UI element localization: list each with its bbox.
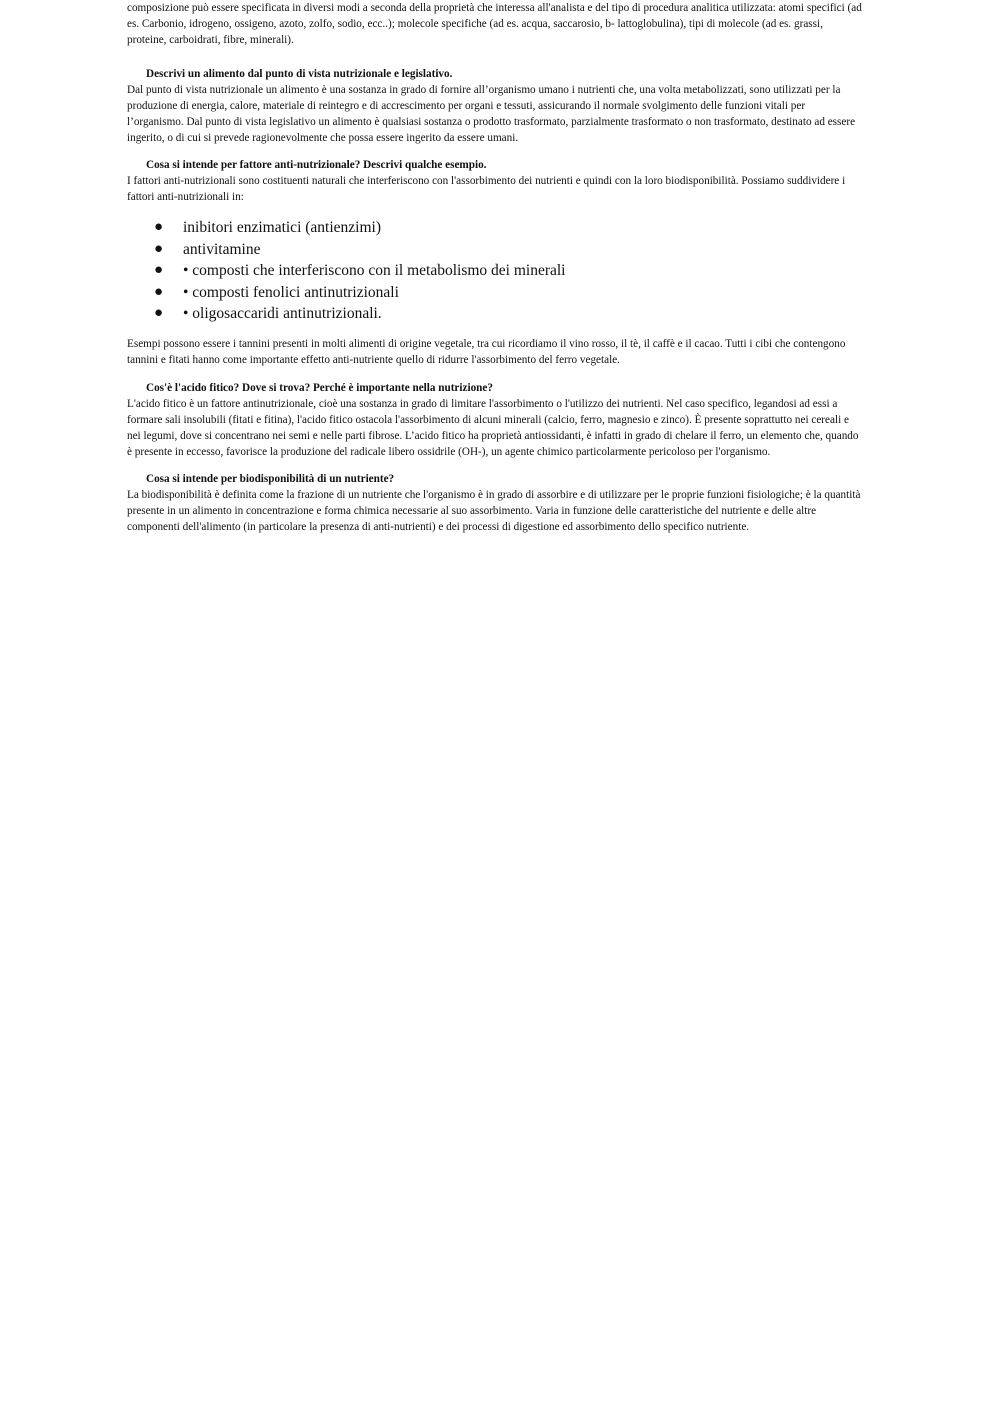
section-fattore-anti-nutrizionale <box>127 157 863 368</box>
list-item: ● • composti fenolici antinutrizionali <box>127 282 863 304</box>
question-heading: Cosa si intende per fattore anti-nutrizionale? Descrivi qualche esempio. <box>146 159 487 171</box>
document-page <box>127 0 863 535</box>
list-item: ● antivitamine <box>127 239 863 261</box>
answer-paragraph: L'acido fitico è un fattore antinutrizionale, cioè una sostanza in grado di limitare l'assorbimento o l'utilizzo dei nutrienti. Nel caso specifico, legandosi ad essi a formare sali insolubili (fitati e fitina), l'acido fitico ostacola l'assorbimento di alcuni minerali (calcio, ferro, magnesio e zinco). È presente soprattutto nei cereali e nei legumi, dove si concentrano nei semi e nelle parti fibrose. L’acido fitico ha proprietà antiossidanti, è infatti in grado di chelare il ferro, un elemento che, quando è presente in eccesso, favorisce la produzione del radicale libero ossidrile (OH-), un agente chimico particolarmente pericoloso per l'organismo. <box>127 397 859 458</box>
bullet-icon: ● <box>154 283 164 300</box>
bullet-list <box>127 217 863 325</box>
section-alimento <box>127 66 863 146</box>
list-item: ● • composti che interferiscono con il metabolismo dei minerali <box>127 260 863 282</box>
bullet-icon: ● <box>154 305 164 321</box>
answer-paragraph: Dal punto di vista nutrizionale un alimento è una sostanza in grado di fornire all’organismo umano i nutrienti che, una volta metabolizzati, sono utilizzati per la produzione di energia, calore, materiale di reintegro e di accrescimento per organi e tessuti, assicurando il normale svolgimento delle funzioni vitali per l’organismo. Dal punto di vista legislativo un alimento è qualsiasi sostanza o prodotto trasformato, parzialmente trasformato o non trasformato, destinato ad essere ingerito, o di cui si prevede ragionevolmente che possa essere ingerito da essere umani. <box>127 84 856 144</box>
question-heading: Descrivi un alimento dal punto di vista nutrizionale e legislativo. <box>146 68 453 80</box>
intro-paragraph: composizione può essere specificata in diversi modi a seconda della proprietà che interessa all'analista e del tipo di procedura analitica utilizzata: atomi specifici (ad es. Carbonio, idrogeno, ossigeno, azoto, zolfo, sodio, ecc..); molecole specifiche (ad es. acqua, saccarosio, b- lattoglobulina), tipi di molecole (ad es. grassi, proteine, carboidrati, fibre, minerali). <box>127 2 862 46</box>
section-acido-fitico <box>127 380 863 460</box>
list-item: ● inibitori enzimatici (antienzimi) <box>127 217 863 239</box>
bullet-icon: ● <box>154 219 164 235</box>
answer-paragraph: La biodisponibilità è definita come la frazione di un nutriente che l'organismo è in grado di assorbire e di utilizzare per le proprie funzioni fisiologiche; è la quantità presente in un alimento in concentrazione e forma chimica necessarie al suo assorbimento. Varia in funzione delle caratteristiche del nutriente e delle altre componenti dell'alimento (in particolare la presenza di anti-nutrienti) e dei processi di digestione ed assorbimento dello specifico nutriente. <box>127 488 861 533</box>
answer-paragraph: I fattori anti-nutrizionali sono costituenti naturali che interferiscono con l'assorbimento dei nutrienti e quindi con la loro biodisponibilità. Possiamo suddividere i fattori anti-nutrizionali in: <box>127 175 846 203</box>
question-heading: Cosa si intende per biodisponibilità di un nutriente? <box>146 472 395 485</box>
question-heading: Cos'è l'acido fitico? Dove si trova? Perché è importante nella nutrizione? <box>146 381 493 394</box>
section-biodisponibilita <box>127 471 863 535</box>
bullet-icon: ● <box>154 262 164 278</box>
examples-paragraph: Esempi possono essere i tannini presenti in molti alimenti di origine vegetale, tra cui ricordiamo il vino rosso, il tè, il caffè e il cacao. Tutti i cibi che contengono tannini e fitati hanno come importante effetto anti-nutriente quello di ridurre l'assorbimento del ferro vegetale. <box>127 337 846 366</box>
bullet-icon: ● <box>154 240 164 257</box>
list-item: ● • oligosaccaridi antinutrizionali. <box>127 303 863 325</box>
